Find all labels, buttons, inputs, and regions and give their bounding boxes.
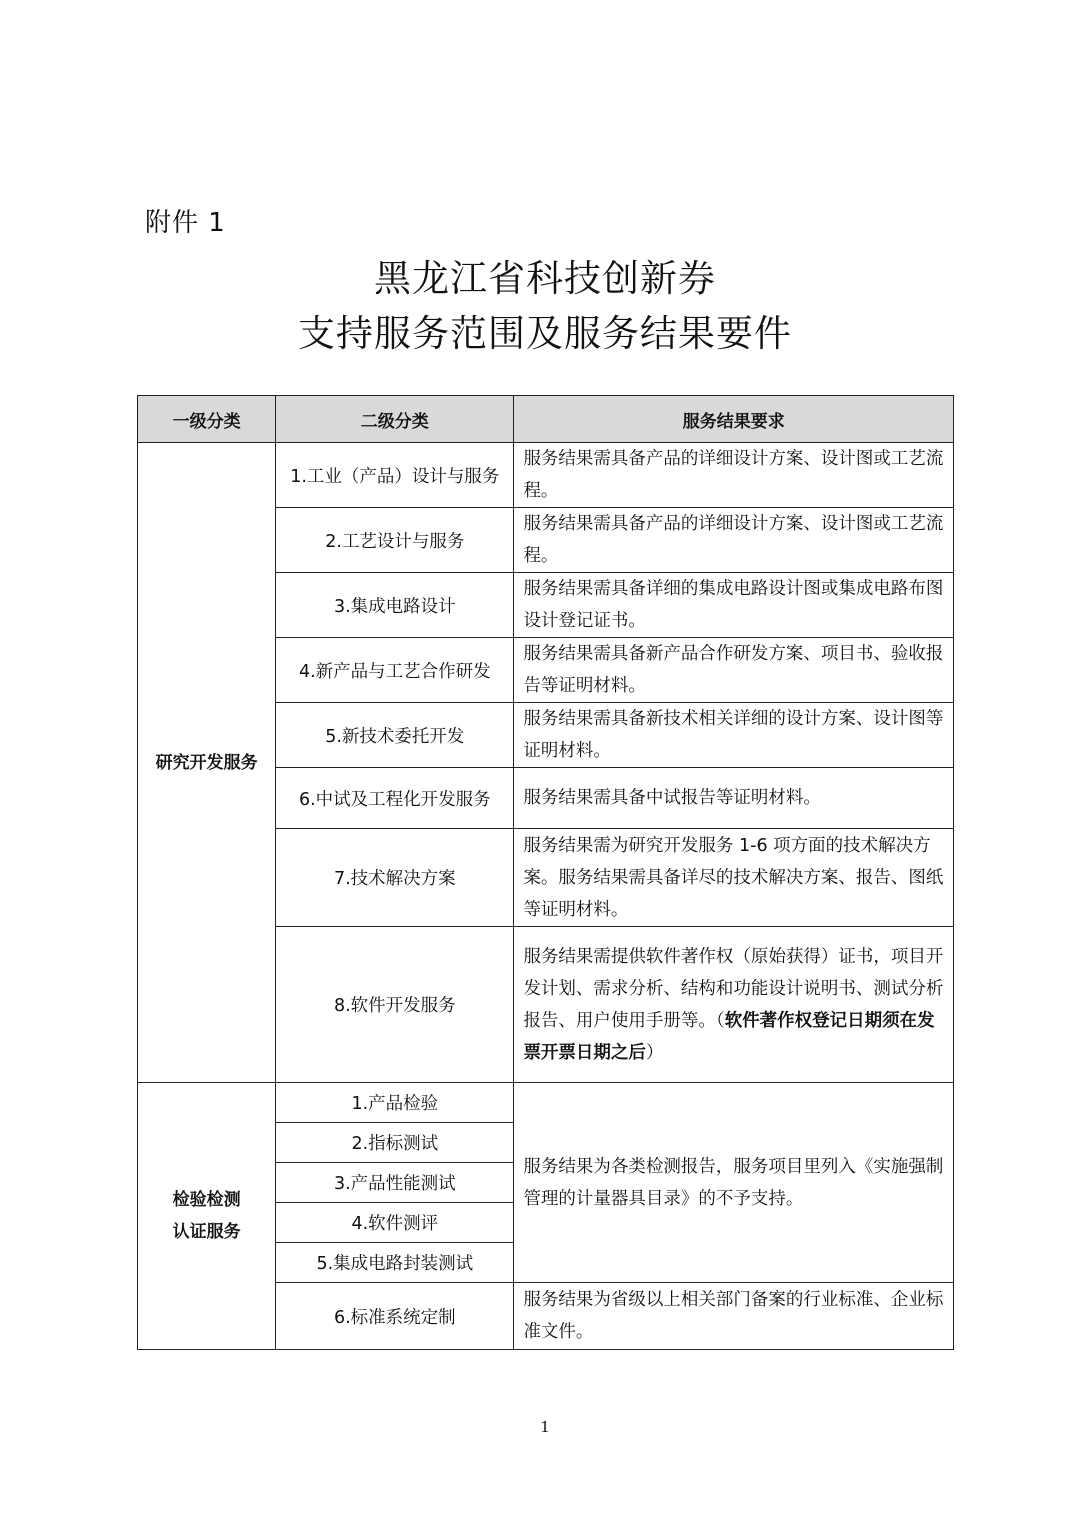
requirement-cell: 服务结果需具备中试报告等证明材料。 [514, 768, 954, 829]
header-level2: 二级分类 [276, 396, 514, 443]
table-row [138, 1083, 954, 1123]
requirement-cell: 服务结果需具备产品的详细设计方案、设计图或工艺流程。 [514, 443, 954, 508]
subcategory-cell: 4.新产品与工艺合作研发 [276, 638, 514, 703]
requirement-tail: ） [645, 1042, 664, 1063]
category-rd: 研究开发服务 [138, 443, 276, 1083]
requirement-cell: 服务结果需具备新技术相关详细的设计方案、设计图等证明材料。 [514, 703, 954, 768]
header-requirement: 服务结果要求 [514, 396, 954, 443]
subcategory-cell: 7.技术解决方案 [276, 829, 514, 927]
attachment-label: 附件 1 [145, 208, 226, 238]
requirement-cell-shared: 服务结果为各类检测报告，服务项目里列入《实施强制管理的计量器具目录》的不予支持。 [514, 1083, 954, 1283]
requirement-cell: 服务结果需具备详细的集成电路设计图或集成电路布图设计登记证书。 [514, 573, 954, 638]
requirement-cell: 服务结果需为研究开发服务 1-6 项方面的技术解决方案。服务结果需具备详尽的技术解决方案、报告、图纸等证明材料。 [514, 829, 954, 927]
category-testing [138, 1083, 276, 1350]
header-level1: 一级分类 [138, 396, 276, 443]
requirement-cell: 服务结果为省级以上相关部门备案的行业标准、企业标准文件。 [514, 1283, 954, 1350]
subcategory-cell: 3.集成电路设计 [276, 573, 514, 638]
document-title-line2: 支持服务范围及服务结果要件 [298, 312, 792, 355]
subcategory-cell: 5.新技术委托开发 [276, 703, 514, 768]
subcategory-cell: 2.指标测试 [276, 1123, 514, 1163]
requirement-text: 服务结果需提供软件著作权（原始获得）证书，项目开发计划、需求分析、结构和功能设计说明书、测试分析报告、用户使用手册等。（ [523, 946, 944, 1031]
page-number: 1 [540, 1418, 550, 1436]
subcategory-cell: 6.标准系统定制 [276, 1283, 514, 1350]
subcategory-cell: 4.软件测评 [276, 1203, 514, 1243]
requirement-cell: 服务结果需具备产品的详细设计方案、设计图或工艺流程。 [514, 508, 954, 573]
subcategory-cell: 8.软件开发服务 [276, 927, 514, 1083]
category-testing-line2: 认证服务 [172, 1222, 241, 1242]
subcategory-cell: 2.工艺设计与服务 [276, 508, 514, 573]
subcategory-cell: 5.集成电路封装测试 [276, 1243, 514, 1283]
subcategory-cell: 6.中试及工程化开发服务 [276, 768, 514, 829]
subcategory-cell: 3.产品性能测试 [276, 1163, 514, 1203]
table-row [138, 443, 954, 508]
category-testing-line1: 检验检测 [172, 1190, 241, 1210]
requirement-emphasis: 软件著作权登记日期须在发票开票日期之后 [523, 1010, 935, 1063]
requirement-cell: 服务结果需具备新产品合作研发方案、项目书、验收报告等证明材料。 [514, 638, 954, 703]
table-header-row [138, 396, 954, 443]
subcategory-cell: 1.产品检验 [276, 1083, 514, 1123]
document-title-line1: 黑龙江省科技创新券 [374, 257, 716, 300]
requirement-cell [514, 927, 954, 1083]
service-scope-table [137, 395, 954, 1350]
subcategory-cell: 1.工业（产品）设计与服务 [276, 443, 514, 508]
